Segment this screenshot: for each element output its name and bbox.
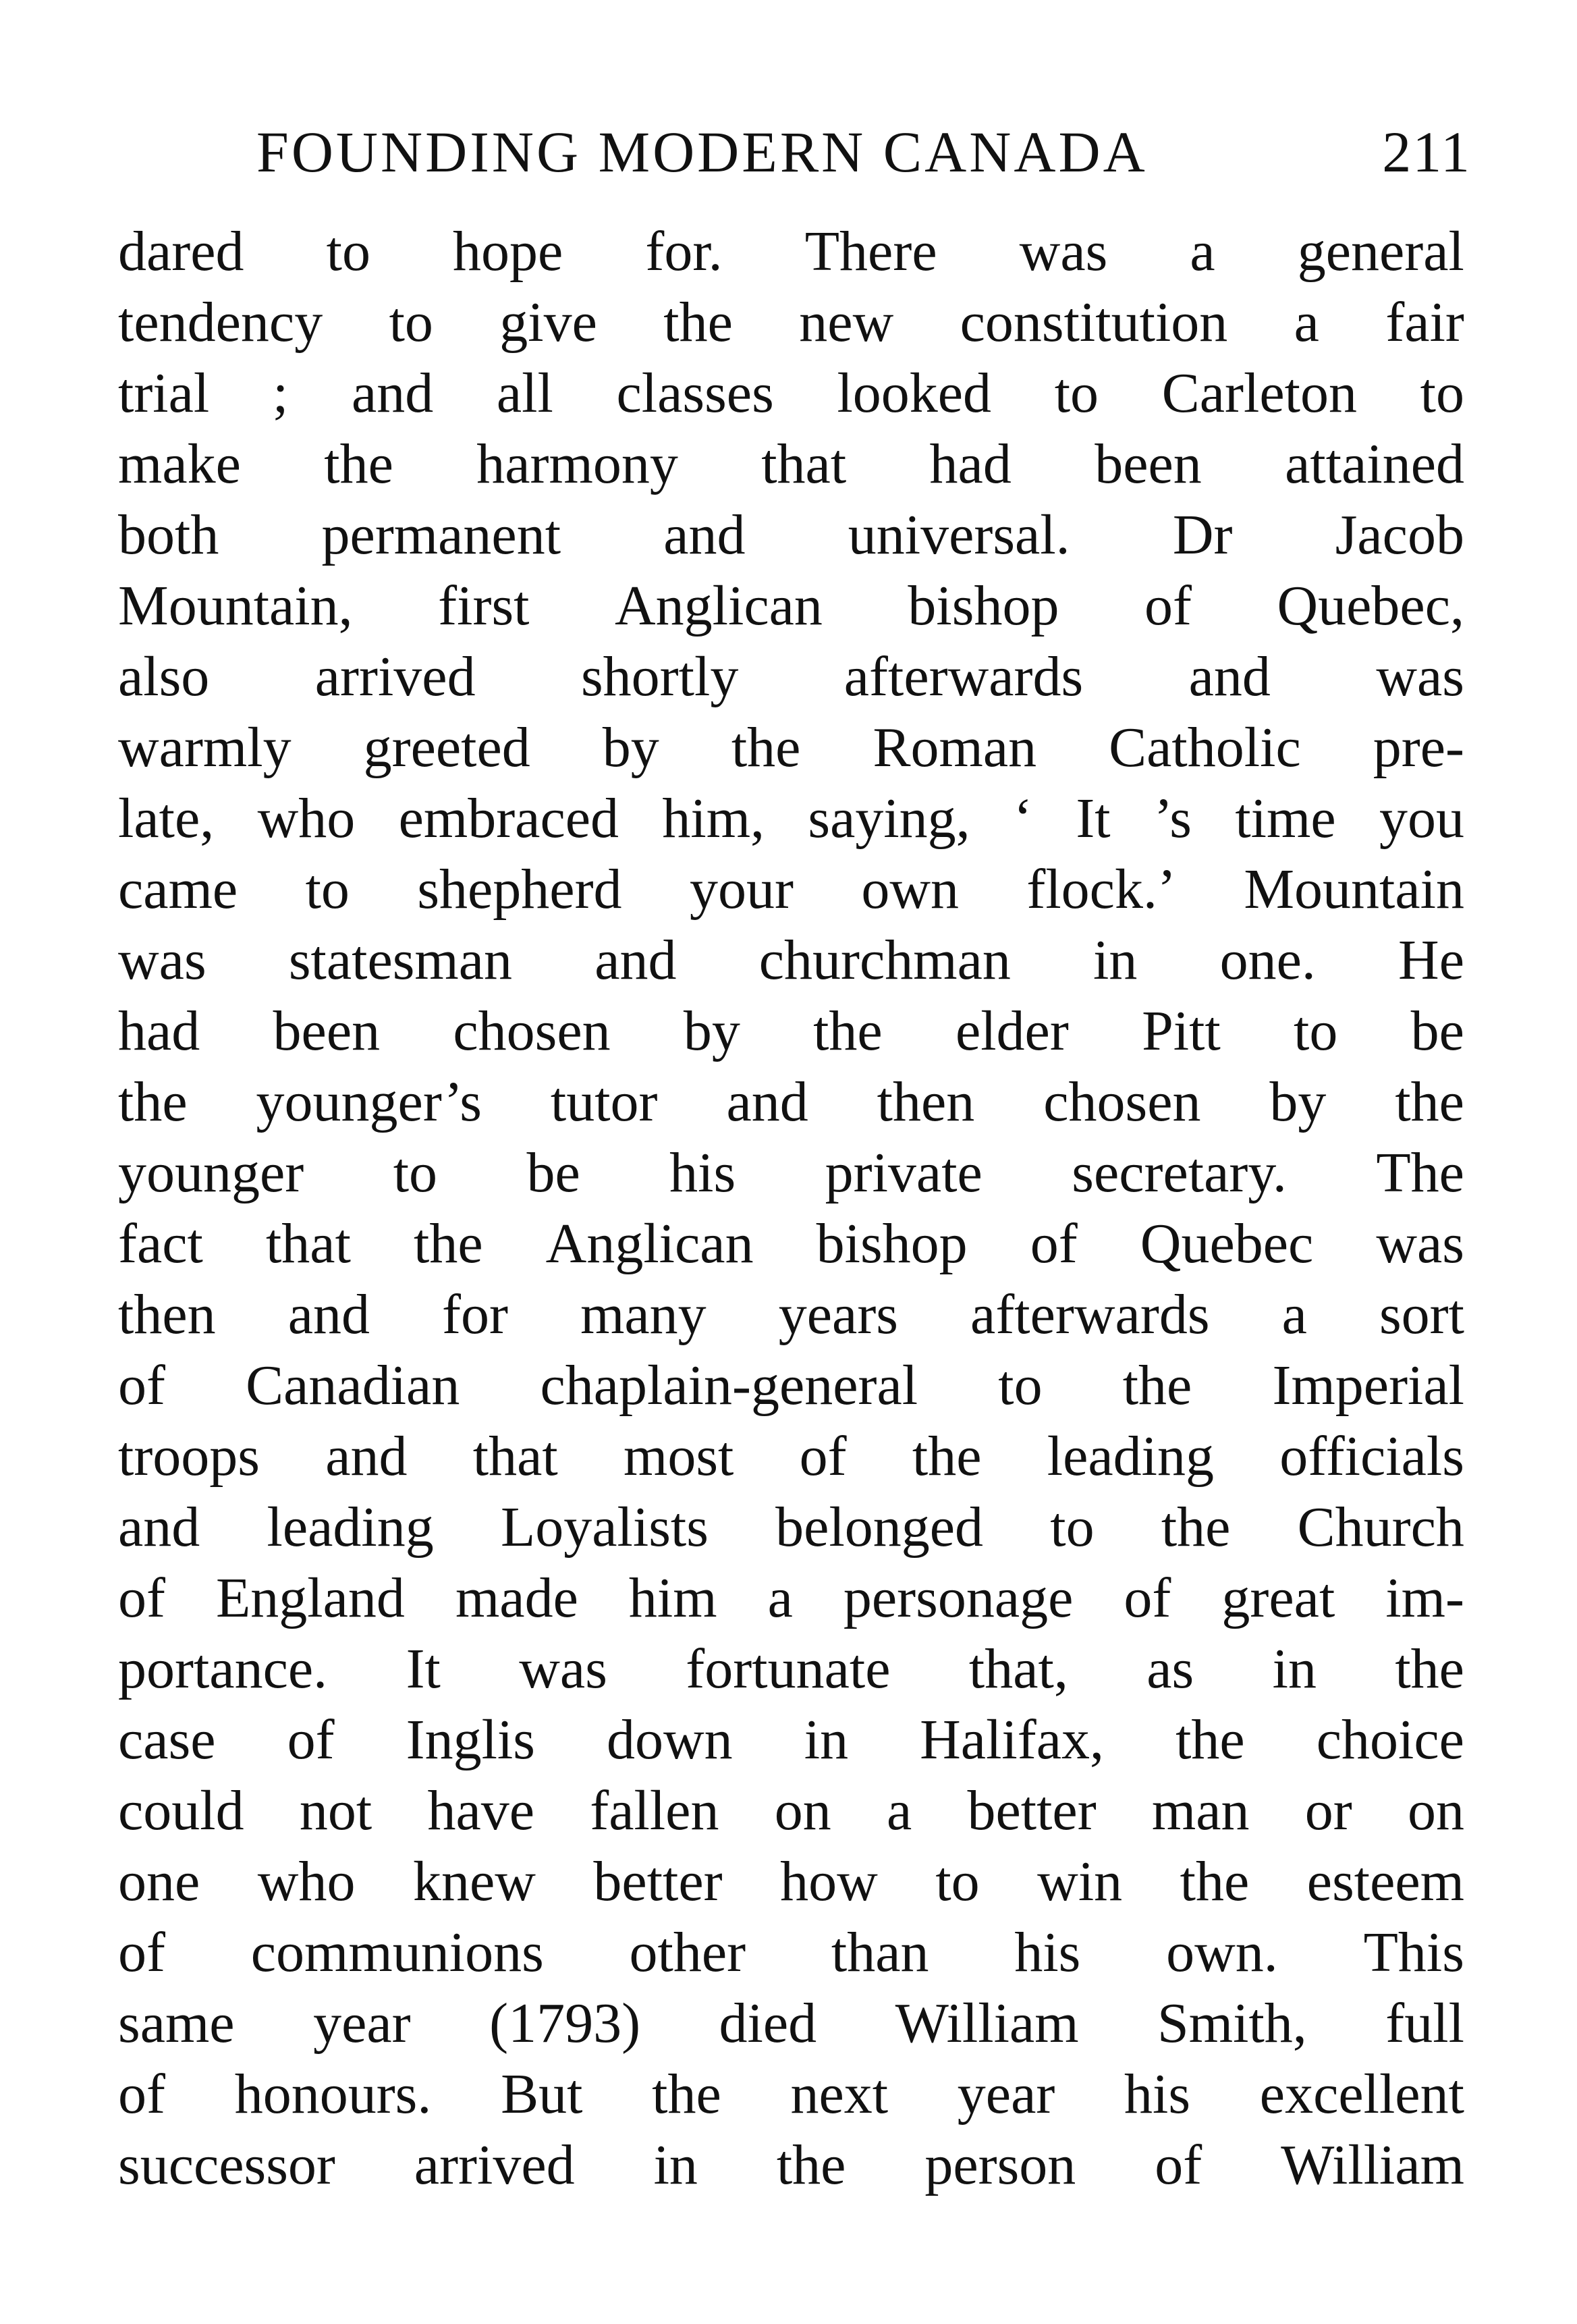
word: of bbox=[1155, 2134, 1202, 2196]
word: in bbox=[653, 2134, 698, 2196]
word: shepherd bbox=[417, 858, 622, 921]
word: Roman bbox=[873, 716, 1037, 779]
word: by bbox=[1269, 1071, 1327, 1133]
text-line bbox=[118, 641, 1464, 712]
word: Anglican bbox=[545, 1212, 754, 1275]
word: same bbox=[118, 1992, 235, 2055]
word: sort bbox=[1379, 1283, 1464, 1346]
word: of bbox=[118, 1567, 165, 1629]
word: one. bbox=[1219, 929, 1316, 992]
word: leading bbox=[1047, 1425, 1214, 1488]
word: general bbox=[1297, 220, 1464, 283]
word: the bbox=[731, 716, 801, 779]
word: Imperial bbox=[1272, 1354, 1464, 1417]
word: that, bbox=[968, 1638, 1068, 1700]
text-line bbox=[118, 1704, 1464, 1775]
word: how bbox=[780, 1850, 878, 1913]
word: leading bbox=[267, 1496, 434, 1559]
word: other bbox=[629, 1921, 746, 1984]
word: Catholic bbox=[1109, 716, 1301, 779]
text-line bbox=[118, 1421, 1464, 1492]
word: looked bbox=[837, 362, 992, 425]
word: ; bbox=[272, 362, 289, 425]
word: bishop bbox=[816, 1212, 968, 1275]
text-line bbox=[118, 1563, 1464, 1633]
word: the bbox=[776, 2134, 846, 2196]
word: Dr bbox=[1172, 504, 1233, 566]
word: chosen bbox=[1043, 1071, 1201, 1133]
word: year bbox=[313, 1992, 411, 2055]
text-line bbox=[118, 570, 1464, 641]
word: universal. bbox=[848, 504, 1070, 566]
word: better bbox=[967, 1779, 1097, 1842]
word: him, bbox=[662, 787, 765, 850]
word: made bbox=[455, 1567, 578, 1629]
word: younger’s bbox=[256, 1071, 482, 1133]
running-head-title: FOUNDING MODERN CANADA bbox=[256, 119, 1148, 184]
word: full bbox=[1385, 1992, 1464, 2055]
text-line bbox=[118, 854, 1464, 925]
text-line bbox=[118, 1350, 1464, 1421]
word: Anglican bbox=[615, 574, 823, 637]
word: of bbox=[118, 1921, 165, 1984]
word: Mountain, bbox=[118, 574, 353, 637]
word: embraced bbox=[398, 787, 619, 850]
word: Mountain bbox=[1244, 858, 1464, 921]
word: The bbox=[1376, 1141, 1464, 1204]
word: to bbox=[998, 1354, 1043, 1417]
word: have bbox=[427, 1779, 535, 1842]
word: and bbox=[325, 1425, 408, 1488]
word: fallen bbox=[590, 1779, 719, 1842]
word: that bbox=[265, 1212, 351, 1275]
word: to bbox=[1420, 362, 1464, 425]
word: years bbox=[778, 1283, 898, 1346]
text-line bbox=[118, 1917, 1464, 1988]
word: (1793) bbox=[489, 1992, 641, 2055]
word: could bbox=[118, 1779, 244, 1842]
word: you bbox=[1379, 787, 1464, 850]
text-line bbox=[118, 1988, 1464, 2059]
word: younger bbox=[118, 1141, 304, 1204]
text-line bbox=[118, 216, 1464, 287]
word: was bbox=[519, 1638, 607, 1700]
text-line bbox=[118, 358, 1464, 429]
word: on bbox=[774, 1779, 831, 1842]
word: permanent bbox=[321, 504, 561, 566]
word: in bbox=[1272, 1638, 1317, 1700]
word: next bbox=[790, 2063, 889, 2126]
word: the bbox=[413, 1212, 483, 1275]
word: the bbox=[1175, 1708, 1245, 1771]
word: It bbox=[406, 1638, 441, 1700]
word: excellent bbox=[1259, 2063, 1464, 2126]
word: had bbox=[118, 1000, 200, 1062]
word: by bbox=[602, 716, 659, 779]
word: make bbox=[118, 433, 241, 495]
word: a bbox=[1294, 291, 1319, 354]
text-line bbox=[118, 1775, 1464, 1846]
word: to bbox=[1050, 1496, 1095, 1559]
text-line bbox=[118, 2059, 1464, 2130]
word: There bbox=[804, 220, 937, 283]
word: troops bbox=[118, 1425, 260, 1488]
word: to bbox=[393, 1141, 438, 1204]
word: of bbox=[1030, 1212, 1078, 1275]
word: for bbox=[442, 1283, 508, 1346]
word: not bbox=[299, 1779, 372, 1842]
word: had bbox=[929, 433, 1012, 495]
word: both bbox=[118, 504, 219, 566]
word: Church bbox=[1297, 1496, 1464, 1559]
word: portance. bbox=[118, 1638, 328, 1700]
word: or bbox=[1304, 1779, 1352, 1842]
word: and bbox=[1188, 645, 1271, 708]
word: that bbox=[472, 1425, 558, 1488]
word: to bbox=[935, 1850, 980, 1913]
word: chosen bbox=[453, 1000, 611, 1062]
word: also bbox=[118, 645, 210, 708]
text-line bbox=[118, 1137, 1464, 1208]
word: secretary. bbox=[1072, 1141, 1287, 1204]
word: him bbox=[628, 1567, 717, 1629]
word: many bbox=[580, 1283, 707, 1346]
word: But bbox=[501, 2063, 583, 2126]
word: warmly bbox=[118, 716, 292, 779]
word: Carleton bbox=[1161, 362, 1357, 425]
word: one bbox=[118, 1850, 200, 1913]
word: officials bbox=[1279, 1425, 1464, 1488]
word: in bbox=[1093, 929, 1138, 992]
word: own bbox=[861, 858, 959, 921]
word: greeted bbox=[363, 716, 530, 779]
word: by bbox=[683, 1000, 740, 1062]
word: Inglis bbox=[406, 1708, 535, 1771]
word: own. bbox=[1166, 1921, 1278, 1984]
word: Smith, bbox=[1157, 1992, 1307, 2055]
word: and bbox=[118, 1496, 200, 1559]
word: the bbox=[1395, 1071, 1464, 1133]
word: Quebec, bbox=[1277, 574, 1464, 637]
word: harmony bbox=[476, 433, 678, 495]
word: came bbox=[118, 858, 238, 921]
word: saying, bbox=[808, 787, 970, 850]
word: ’s bbox=[1153, 787, 1192, 850]
word: churchman bbox=[758, 929, 1011, 992]
word: and bbox=[726, 1071, 808, 1133]
text-line bbox=[118, 1208, 1464, 1279]
text-line bbox=[118, 783, 1464, 854]
word: bishop bbox=[908, 574, 1059, 637]
word: be bbox=[526, 1141, 580, 1204]
word: died bbox=[719, 1992, 817, 2055]
word: a bbox=[1281, 1283, 1307, 1346]
word: the bbox=[1180, 1850, 1250, 1913]
word: flock.’ bbox=[1026, 858, 1176, 921]
text-line bbox=[118, 287, 1464, 358]
text-line bbox=[118, 429, 1464, 499]
word: was bbox=[1376, 645, 1464, 708]
word: arrived bbox=[414, 2134, 575, 2196]
word: Jacob bbox=[1335, 504, 1464, 566]
word: give bbox=[499, 291, 597, 354]
word: of bbox=[287, 1708, 335, 1771]
word: the bbox=[813, 1000, 883, 1062]
text-line bbox=[118, 712, 1464, 783]
word: of bbox=[118, 2063, 165, 2126]
word: man bbox=[1151, 1779, 1250, 1842]
word: person bbox=[924, 2134, 1076, 2196]
word: in bbox=[804, 1708, 849, 1771]
word: Pitt bbox=[1142, 1000, 1221, 1062]
word: of bbox=[1144, 574, 1192, 637]
word: pre- bbox=[1373, 716, 1464, 779]
word: your bbox=[689, 858, 794, 921]
word: to bbox=[305, 858, 350, 921]
word: chaplain-general bbox=[540, 1354, 918, 1417]
word: William bbox=[895, 1992, 1079, 2055]
word: fair bbox=[1385, 291, 1464, 354]
word: his bbox=[1014, 1921, 1081, 1984]
word: of bbox=[799, 1425, 847, 1488]
word: fortunate bbox=[686, 1638, 891, 1700]
word: communions bbox=[250, 1921, 544, 1984]
word: new bbox=[799, 291, 894, 354]
word: his bbox=[1124, 2063, 1191, 2126]
word: the bbox=[663, 291, 733, 354]
word: that bbox=[761, 433, 847, 495]
word: personage bbox=[843, 1567, 1074, 1629]
word: choice bbox=[1316, 1708, 1464, 1771]
word: been bbox=[1095, 433, 1202, 495]
word: of bbox=[1124, 1567, 1171, 1629]
word: and bbox=[663, 504, 746, 566]
word: be bbox=[1410, 1000, 1464, 1062]
word: Canadian bbox=[246, 1354, 460, 1417]
word: constitution bbox=[960, 291, 1228, 354]
word: Halifax, bbox=[920, 1708, 1105, 1771]
word: trial bbox=[118, 362, 210, 425]
word: case bbox=[118, 1708, 216, 1771]
word: great bbox=[1221, 1567, 1335, 1629]
word: Loyalists bbox=[500, 1496, 709, 1559]
word: the bbox=[324, 433, 393, 495]
running-head bbox=[256, 115, 1471, 189]
word: It bbox=[1076, 787, 1111, 850]
word: most bbox=[624, 1425, 734, 1488]
word: the bbox=[912, 1425, 982, 1488]
word: on bbox=[1408, 1779, 1464, 1842]
word: ‘ bbox=[1014, 787, 1032, 850]
word: He bbox=[1398, 929, 1464, 992]
word: the bbox=[1395, 1638, 1464, 1700]
word: all bbox=[496, 362, 553, 425]
word: the bbox=[652, 2063, 721, 2126]
word: year bbox=[957, 2063, 1055, 2126]
word: im- bbox=[1385, 1567, 1464, 1629]
word: to bbox=[1054, 362, 1099, 425]
word: been bbox=[273, 1000, 381, 1062]
word: win bbox=[1037, 1850, 1123, 1913]
body-text bbox=[118, 216, 1464, 2200]
word: shortly bbox=[580, 645, 739, 708]
word: the bbox=[1161, 1496, 1231, 1559]
word: a bbox=[767, 1567, 793, 1629]
word: the bbox=[1122, 1354, 1192, 1417]
text-line bbox=[118, 996, 1464, 1066]
text-line bbox=[118, 1066, 1464, 1137]
word: honours. bbox=[234, 2063, 432, 2126]
text-line bbox=[118, 1633, 1464, 1704]
page-number: 211 bbox=[1382, 119, 1471, 184]
text-line bbox=[118, 1846, 1464, 1917]
word: Quebec bbox=[1140, 1212, 1314, 1275]
word: who bbox=[257, 787, 356, 850]
word: attained bbox=[1285, 433, 1464, 495]
word: arrived bbox=[314, 645, 476, 708]
word: a bbox=[886, 1779, 912, 1842]
word: better bbox=[593, 1850, 723, 1913]
word: hope bbox=[453, 220, 563, 283]
word: England bbox=[216, 1567, 405, 1629]
word: afterwards bbox=[970, 1283, 1210, 1346]
word: successor bbox=[118, 2134, 335, 2196]
word: late, bbox=[118, 787, 215, 850]
word: was bbox=[1376, 1212, 1464, 1275]
word: was bbox=[118, 929, 206, 992]
word: his bbox=[669, 1141, 736, 1204]
word: the bbox=[118, 1071, 188, 1133]
word: to bbox=[1294, 1000, 1338, 1062]
word: classes bbox=[616, 362, 774, 425]
word: dared bbox=[118, 220, 244, 283]
text-line bbox=[118, 499, 1464, 570]
word: then bbox=[877, 1071, 975, 1133]
word: a bbox=[1190, 220, 1215, 283]
word: who bbox=[257, 1850, 356, 1913]
text-line bbox=[118, 925, 1464, 996]
word: to bbox=[326, 220, 370, 283]
text-line bbox=[118, 1279, 1464, 1350]
word: fact bbox=[118, 1212, 203, 1275]
word: knew bbox=[412, 1850, 536, 1913]
word: for. bbox=[645, 220, 723, 283]
word: and bbox=[351, 362, 434, 425]
word: than bbox=[831, 1921, 929, 1984]
word: and bbox=[287, 1283, 370, 1346]
word: William bbox=[1281, 2134, 1464, 2196]
word: statesman bbox=[288, 929, 513, 992]
word: private bbox=[825, 1141, 983, 1204]
word: tendency bbox=[118, 291, 323, 354]
word: then bbox=[118, 1283, 216, 1346]
word: down bbox=[607, 1708, 733, 1771]
word: afterwards bbox=[843, 645, 1084, 708]
word: as bbox=[1146, 1638, 1194, 1700]
word: This bbox=[1363, 1921, 1464, 1984]
word: esteem bbox=[1306, 1850, 1464, 1913]
word: tutor bbox=[550, 1071, 658, 1133]
word: of bbox=[118, 1354, 165, 1417]
word: time bbox=[1235, 787, 1336, 850]
word: and bbox=[594, 929, 677, 992]
word: first bbox=[438, 574, 530, 637]
text-line bbox=[118, 1492, 1464, 1563]
word: elder bbox=[955, 1000, 1069, 1062]
word: to bbox=[389, 291, 433, 354]
text-line bbox=[118, 2130, 1464, 2200]
word: belonged bbox=[775, 1496, 984, 1559]
word: was bbox=[1019, 220, 1108, 283]
